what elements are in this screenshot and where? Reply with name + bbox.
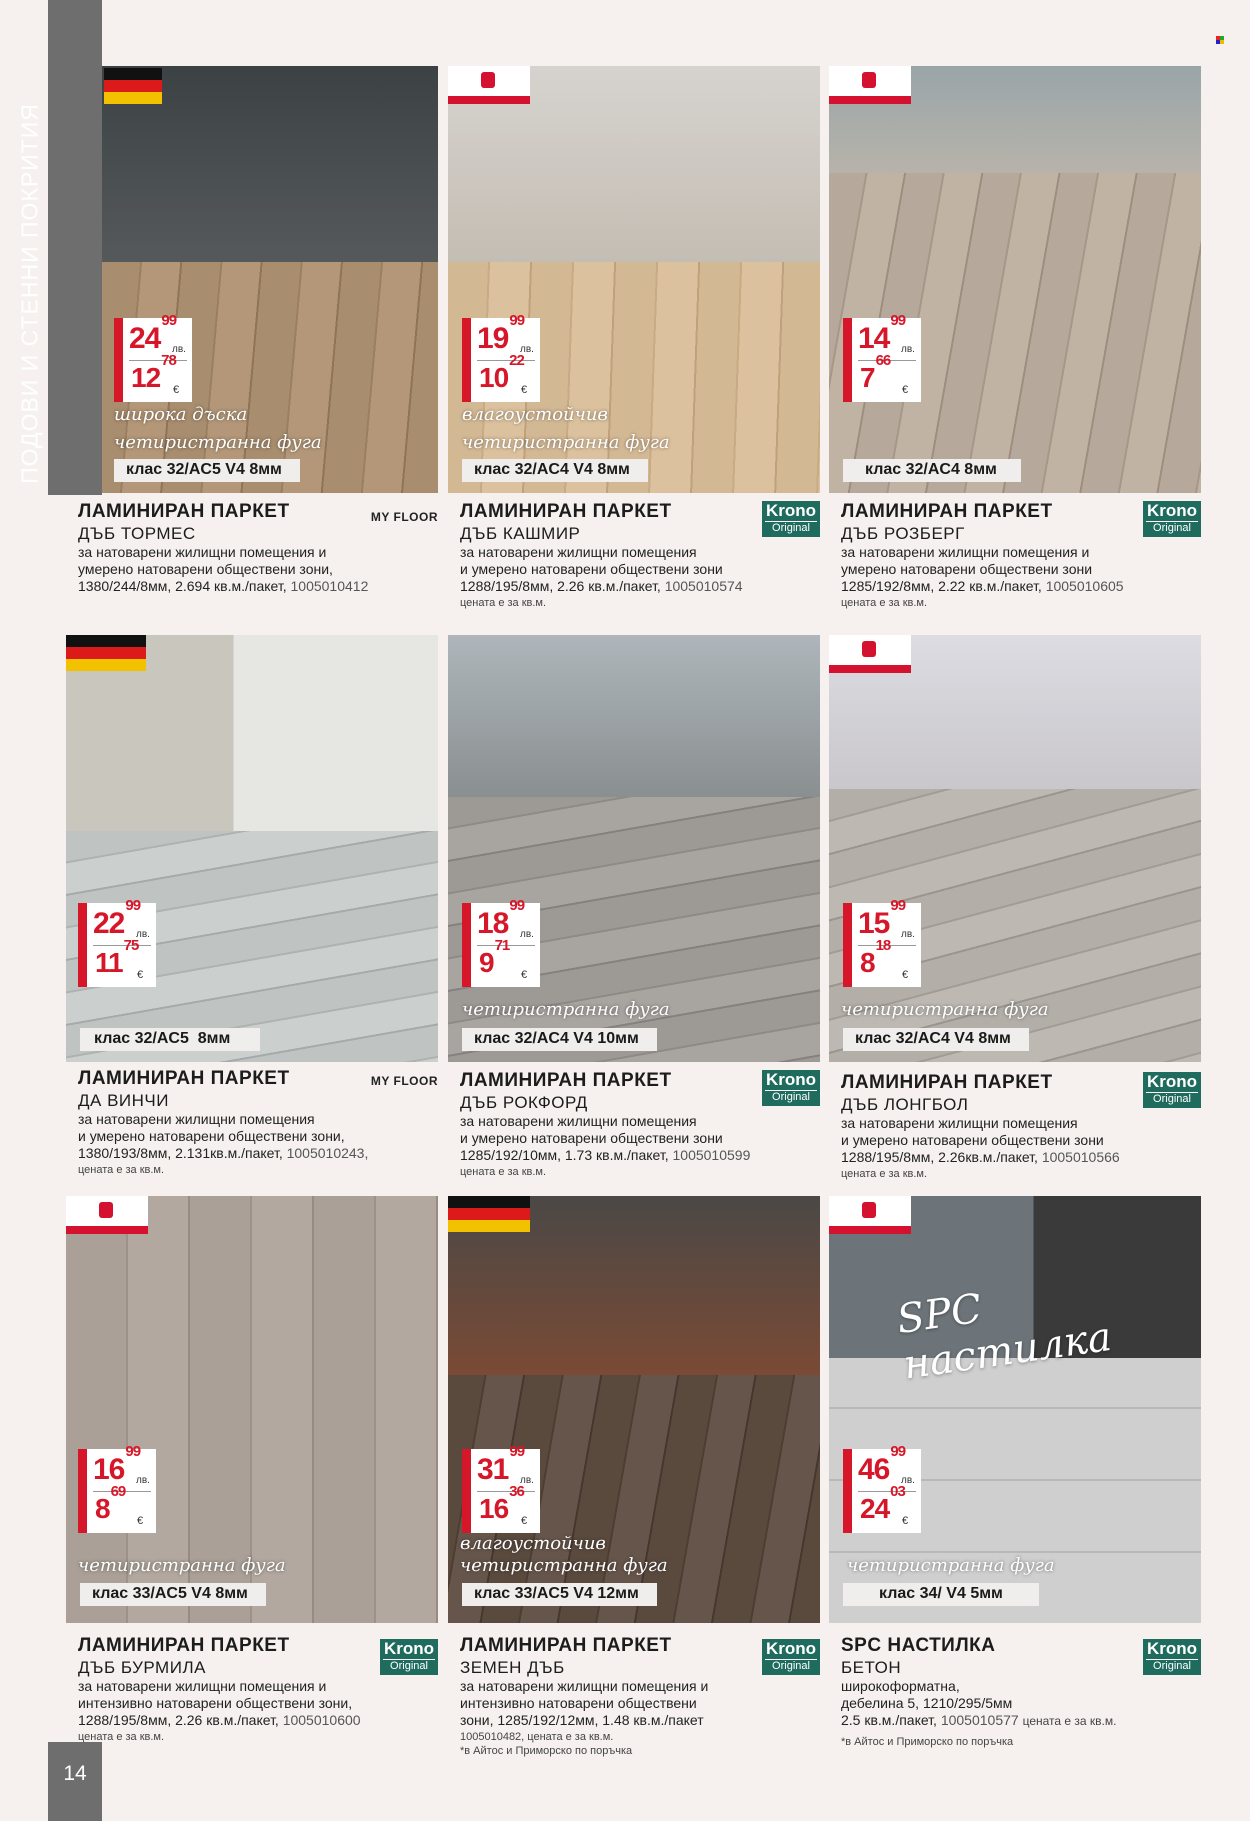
product-category: ЛАМИНИРАН ПАРКЕТ: [78, 501, 290, 522]
product-name: ЗЕМЕН ДЪБ: [460, 1658, 565, 1677]
product-category: ЛАМИНИРАН ПАРКЕТ: [841, 501, 1053, 522]
product-photo: [829, 635, 1201, 1062]
product-category: ЛАМИНИРАН ПАРКЕТ: [78, 1635, 290, 1656]
class-badge: клас 32/AC4 V4 8мм: [843, 1028, 1029, 1051]
krono-original-logo: Krono Original: [762, 501, 820, 537]
class-badge: клас 32/AC4 V4 8мм: [462, 459, 648, 482]
product-name: ДЪБ ЛОНГБОЛ: [841, 1095, 969, 1114]
price-tag: $19^{99}$ лв. $10^{22}$ €: [462, 318, 540, 402]
spc-overlay-text: SPC настилка: [894, 1285, 1115, 1389]
feature-text: широка дъска: [114, 404, 248, 425]
product-code: 1005010605: [1045, 578, 1124, 594]
product-code: 1005010574: [664, 578, 743, 594]
poland-flag-icon: [66, 1196, 148, 1234]
product-name: ДЪБ РОЗБЕРГ: [841, 524, 965, 543]
product-name: ДЪБ ТОРМЕС: [78, 524, 196, 543]
product-code: 1005010599: [672, 1147, 751, 1163]
class-badge: клас 33/AC5 V4 8мм: [80, 1583, 266, 1606]
product-category: ЛАМИНИРАН ПАРКЕТ: [460, 1635, 672, 1656]
product-name: ДА ВИНЧИ: [78, 1091, 169, 1110]
krono-original-logo: Krono Original: [1143, 1639, 1201, 1675]
class-badge: клас 32/AC5 V4 8мм: [114, 459, 300, 482]
krono-original-logo: Krono Original: [380, 1639, 438, 1675]
product-code: 1005010243,: [286, 1145, 369, 1161]
product-category: SPC НАСТИЛКА: [841, 1635, 996, 1656]
feature-text: четиристранна фуга: [114, 432, 322, 453]
feature-text: четиристранна фуга: [841, 999, 1049, 1020]
product-category: ЛАМИНИРАН ПАРКЕТ: [841, 1072, 1053, 1093]
class-badge: клас 32/AC4 8мм: [843, 459, 1021, 482]
product-photo: [829, 66, 1201, 493]
product-name: БЕТОН: [841, 1658, 902, 1677]
product-code: 1005010412: [290, 578, 369, 594]
class-badge: клас 34/ V4 5мм: [843, 1583, 1039, 1606]
product-category: ЛАМИНИРАН ПАРКЕТ: [460, 501, 672, 522]
corner-logo-icon: [1216, 36, 1224, 44]
product-photo: [448, 635, 820, 1062]
germany-flag-icon: [104, 68, 162, 104]
price-tag: $22^{99}$ лв. $11^{75}$ €: [78, 903, 156, 987]
krono-original-logo: Krono Original: [1143, 501, 1201, 537]
krono-original-logo: Krono Original: [762, 1639, 820, 1675]
poland-flag-icon: [829, 1196, 911, 1234]
product-photo: [102, 66, 438, 493]
product-category: ЛАМИНИРАН ПАРКЕТ: [460, 1070, 672, 1091]
feature-text: влагоустойчив: [462, 404, 608, 425]
product-code: 1005010566: [1041, 1149, 1120, 1165]
price-tag: $15^{99}$ лв. $8^{18}$ €: [843, 903, 921, 987]
product-name: ДЪБ КАШМИР: [460, 524, 581, 543]
feature-text: четиристранна фуга: [460, 1555, 668, 1576]
feature-text: четиристранна фуга: [462, 432, 670, 453]
class-badge: клас 32/AC4 V4 10мм: [462, 1028, 657, 1051]
section-title: ПОДОВИ И СТЕННИ ПОКРИТИЯ: [16, 103, 43, 484]
class-badge: клас 32/AC5 8мм: [80, 1028, 260, 1051]
price-tag: $18^{99}$ лв. $9^{71}$ €: [462, 903, 540, 987]
price-tag: $14^{99}$ лв. $7^{66}$ €: [843, 318, 921, 402]
feature-text: четиристранна фуга: [78, 1555, 286, 1576]
feature-text: четиристранна фуга: [462, 999, 670, 1020]
class-badge: клас 33/AC5 V4 12мм: [462, 1583, 657, 1606]
page-number: 14: [48, 1742, 102, 1821]
krono-original-logo: Krono Original: [1143, 1072, 1201, 1108]
price-tag: $31^{99}$ лв. $16^{36}$ €: [462, 1449, 540, 1533]
product-code: 1005010577: [940, 1712, 1019, 1728]
germany-flag-icon: [66, 635, 146, 671]
product-photo: [448, 66, 820, 493]
poland-flag-icon: [829, 635, 911, 673]
product-category: ЛАМИНИРАН ПАРКЕТ: [78, 1068, 290, 1089]
product-photo: [66, 635, 438, 1062]
price-tag: $46^{99}$ лв. $24^{03}$ €: [843, 1449, 921, 1533]
myfloor-logo: MY FLOOR: [370, 1074, 438, 1088]
feature-text: четиристранна фуга: [847, 1555, 1055, 1576]
product-code: 1005010600: [282, 1712, 361, 1728]
product-code: 1005010482,: [460, 1731, 525, 1743]
poland-flag-icon: [829, 66, 911, 104]
price-tag: $24^{99}$ лв. $12^{78}$ €: [114, 318, 192, 402]
germany-flag-icon: [448, 1196, 530, 1232]
krono-original-logo: Krono Original: [762, 1070, 820, 1106]
poland-flag-icon: [448, 66, 530, 104]
product-name: ДЪБ РОКФОРД: [460, 1093, 588, 1112]
price-tag: $16^{99}$ лв. $8^{69}$ €: [78, 1449, 156, 1533]
myfloor-logo: MY FLOOR: [370, 510, 438, 524]
feature-text: влагоустойчив: [460, 1533, 606, 1554]
product-name: ДЪБ БУРМИЛА: [78, 1658, 206, 1677]
